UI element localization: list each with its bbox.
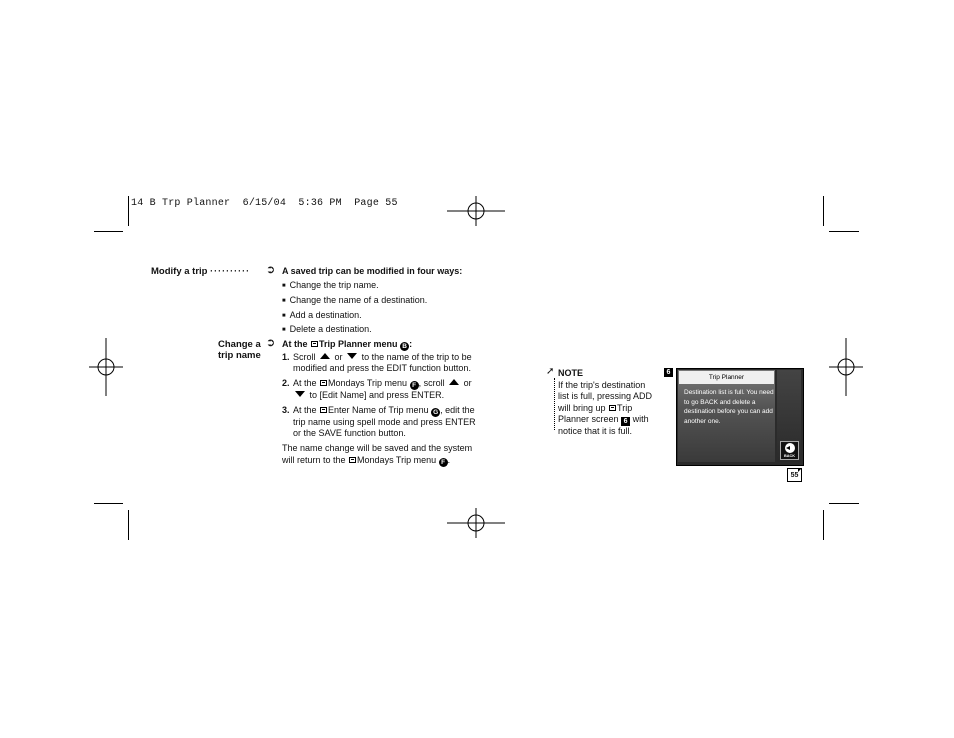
arrow-icon: ➲ <box>266 337 276 349</box>
list-item: ■ Change the trip name. <box>282 279 502 294</box>
change-label-line1: Change a <box>218 339 261 350</box>
list-item: 1. Scroll or to the name of the trip to be modified and press the EDIT function button. <box>282 352 472 373</box>
crop-mark <box>128 196 129 226</box>
list-item: 3. At the Enter Name of Trip menu G , edit the trip name using spell mode and press ENTER or the SAVE function button. <box>282 405 476 438</box>
modify-ways-list <box>282 279 502 338</box>
scroll-down-icon <box>347 353 357 359</box>
note-text: If the trip's destination list is full, pressing ADD will bring up Trip Planner screen 6 with notice that it is full. <box>558 379 653 436</box>
screen-ref-badge: 6 <box>621 417 630 426</box>
crop-mark <box>128 510 129 540</box>
menu-icon <box>320 380 327 386</box>
crop-mark <box>823 196 824 226</box>
change-heading: At the Trip Planner menu B : <box>282 339 413 350</box>
scroll-up-icon <box>449 379 459 385</box>
menu-icon <box>609 405 616 411</box>
note-icon: ➚ <box>546 366 555 377</box>
crop-mark <box>829 503 859 504</box>
crop-mark <box>94 231 123 232</box>
ref-badge: F <box>439 458 448 467</box>
scroll-up-icon <box>320 353 330 359</box>
menu-icon <box>311 341 318 347</box>
arrow-icon: ➲ <box>266 264 276 276</box>
scroll-down-icon <box>295 391 305 397</box>
back-label: BACK <box>784 454 795 458</box>
leader-dots: ·········· <box>210 266 251 276</box>
screen-title: Trip Planner <box>679 371 774 384</box>
page-number: 55 <box>787 468 802 482</box>
registration-mark-right <box>829 338 863 396</box>
note-rule <box>554 378 555 430</box>
crop-mark <box>829 231 859 232</box>
figure-badge: 6 <box>664 368 673 377</box>
change-outro: The name change will be saved and the system will return to the Mondays Trip menu F . <box>282 443 473 466</box>
ref-badge: G <box>433 409 439 416</box>
menu-icon <box>320 407 327 413</box>
note-block <box>558 368 654 438</box>
steps-list <box>282 352 482 439</box>
list-item: ■ Add a destination. <box>282 309 502 324</box>
modify-label: Modify a trip <box>151 266 208 277</box>
crop-mark <box>94 503 123 504</box>
modify-intro: A saved trip can be modified in four ways: <box>282 266 463 276</box>
ref-badge: F <box>410 381 419 390</box>
section-label-modify <box>151 266 250 277</box>
screen-message: Destination list is full. You need to go BACK and delete a destination before you can add another one. <box>684 389 774 425</box>
ref-badge: B <box>400 342 409 351</box>
list-item: ■ Change the name of a destination. <box>282 294 502 309</box>
note-title: NOTE <box>558 368 584 378</box>
menu-icon <box>349 457 356 463</box>
back-icon <box>785 443 795 453</box>
registration-mark-top <box>447 196 505 226</box>
section-label-change <box>218 339 261 361</box>
registration-mark-left <box>89 338 123 396</box>
change-instructions <box>282 339 482 467</box>
print-slug: 14 B Trp Planner 6/15/04 5:36 PM Page 55 <box>131 198 398 209</box>
change-label-line2: trip name <box>218 350 261 361</box>
list-item: 2. At the Mondays Trip menu F , scroll or to [Edit Name] and press ENTER. <box>282 378 472 400</box>
registration-mark-bottom <box>447 508 505 538</box>
trip-planner-screen <box>676 368 804 466</box>
crop-mark <box>823 510 824 540</box>
list-item: ■ Delete a destination. <box>282 323 502 338</box>
back-button[interactable] <box>780 441 799 460</box>
